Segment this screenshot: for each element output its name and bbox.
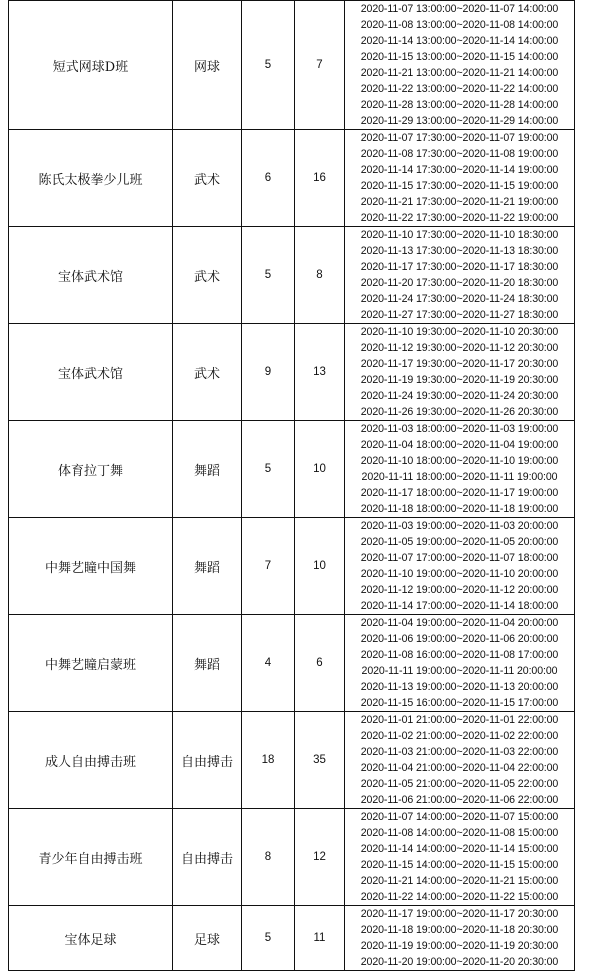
schedule-slots-cell: [345, 227, 575, 324]
count-b-cell: 6: [295, 615, 345, 712]
time-slot: 2020-11-06 19:00:00~2020-11-06 20:00:00: [360, 633, 559, 645]
time-slot: 2020-11-10 19:30:00~2020-11-10 20:30:00: [360, 326, 559, 338]
time-slot: 2020-11-08 13:00:00~2020-11-08 14:00:00: [360, 19, 559, 31]
time-slot: 2020-11-15 13:00:00~2020-11-15 14:00:00: [360, 51, 559, 63]
class-name-cell: 成人自由搏击班: [9, 712, 173, 809]
time-slot: 2020-11-21 13:00:00~2020-11-21 14:00:00: [360, 67, 559, 79]
time-slot: 2020-11-22 17:30:00~2020-11-22 19:00:00: [360, 212, 559, 224]
time-slot: 2020-11-17 18:00:00~2020-11-17 19:00:00: [360, 487, 559, 499]
time-slot: 2020-11-12 19:30:00~2020-11-12 20:30:00: [360, 342, 559, 354]
time-slot: 2020-11-21 17:30:00~2020-11-21 19:00:00: [360, 196, 559, 208]
time-slot: 2020-11-07 14:00:00~2020-11-07 15:00:00: [360, 811, 559, 823]
time-slot: 2020-11-11 19:00:00~2020-11-11 20:00:00: [361, 665, 558, 677]
time-slot: 2020-11-22 14:00:00~2020-11-22 15:00:00: [360, 891, 559, 903]
count-b-cell: 12: [295, 809, 345, 906]
table-row: [9, 518, 575, 615]
time-slot: 2020-11-15 16:00:00~2020-11-15 17:00:00: [360, 697, 559, 709]
time-slot: 2020-11-13 17:30:00~2020-11-13 18:30:00: [360, 245, 559, 257]
count-a-cell: 7: [242, 518, 295, 615]
class-name-cell: 宝体武术馆: [9, 227, 173, 324]
time-slot: 2020-11-04 19:00:00~2020-11-04 20:00:00: [360, 617, 559, 629]
time-slot: 2020-11-05 21:00:00~2020-11-05 22:00:00: [360, 778, 559, 790]
table-row: [9, 421, 575, 518]
category-cell: 自由搏击: [173, 712, 242, 809]
time-slot: 2020-11-10 17:30:00~2020-11-10 18:30:00: [360, 229, 559, 241]
time-slot: 2020-11-20 17:30:00~2020-11-20 18:30:00: [360, 277, 559, 289]
table-row: [9, 615, 575, 712]
time-slot: 2020-11-22 13:00:00~2020-11-22 14:00:00: [360, 83, 559, 95]
schedule-body: [9, 1, 575, 971]
class-name-cell: 短式网球D班: [9, 1, 173, 130]
count-b-cell: 10: [295, 518, 345, 615]
time-slot: 2020-11-05 19:00:00~2020-11-05 20:00:00: [360, 536, 559, 548]
time-slot: 2020-11-15 14:00:00~2020-11-15 15:00:00: [360, 859, 559, 871]
table-row: [9, 809, 575, 906]
time-slot: 2020-11-19 19:30:00~2020-11-19 20:30:00: [360, 374, 559, 386]
time-slot: 2020-11-06 21:00:00~2020-11-06 22:00:00: [360, 794, 559, 806]
class-name-cell: 体育拉丁舞: [9, 421, 173, 518]
class-name-cell: 中舞艺瞳启蒙班: [9, 615, 173, 712]
schedule-slots-cell: [345, 615, 575, 712]
category-cell: 网球: [173, 1, 242, 130]
category-cell: 武术: [173, 227, 242, 324]
schedule-slots-cell: [345, 1, 575, 130]
count-b-cell: 16: [295, 130, 345, 227]
table-row: [9, 227, 575, 324]
time-slot: 2020-11-24 17:30:00~2020-11-24 18:30:00: [360, 293, 559, 305]
schedule-slots-cell: [345, 518, 575, 615]
schedule-slots-cell: [345, 324, 575, 421]
time-slot: 2020-11-01 21:00:00~2020-11-01 22:00:00: [360, 714, 559, 726]
count-b-cell: 10: [295, 421, 345, 518]
schedule-slots-cell: [345, 712, 575, 809]
table-row: [9, 1, 575, 130]
time-slot: 2020-11-03 21:00:00~2020-11-03 22:00:00: [360, 746, 559, 758]
count-a-cell: 6: [242, 130, 295, 227]
count-a-cell: 5: [242, 1, 295, 130]
time-slot: 2020-11-08 17:30:00~2020-11-08 19:00:00: [360, 148, 559, 160]
count-a-cell: 9: [242, 324, 295, 421]
time-slot: 2020-11-13 19:00:00~2020-11-13 20:00:00: [360, 681, 559, 693]
count-a-cell: 5: [242, 421, 295, 518]
category-cell: 舞蹈: [173, 518, 242, 615]
time-slot: 2020-11-07 17:00:00~2020-11-07 18:00:00: [360, 552, 559, 564]
time-slot: 2020-11-20 19:00:00~2020-11-20 20:30:00: [360, 956, 559, 968]
time-slot: 2020-11-03 18:00:00~2020-11-03 19:00:00: [360, 423, 559, 435]
category-cell: 自由搏击: [173, 809, 242, 906]
time-slot: 2020-11-02 21:00:00~2020-11-02 22:00:00: [360, 730, 559, 742]
table-row: [9, 324, 575, 421]
table-row: [9, 712, 575, 809]
class-name-cell: 宝体武术馆: [9, 324, 173, 421]
time-slot: 2020-11-04 18:00:00~2020-11-04 19:00:00: [360, 439, 559, 451]
time-slot: 2020-11-27 17:30:00~2020-11-27 18:30:00: [360, 309, 559, 321]
class-name-cell: 青少年自由搏击班: [9, 809, 173, 906]
time-slot: 2020-11-18 19:00:00~2020-11-18 20:30:00: [360, 924, 559, 936]
schedule-slots-cell: [345, 421, 575, 518]
time-slot: 2020-11-17 17:30:00~2020-11-17 18:30:00: [360, 261, 559, 273]
schedule-table: [8, 0, 575, 971]
time-slot: 2020-11-14 14:00:00~2020-11-14 15:00:00: [360, 843, 559, 855]
count-a-cell: 4: [242, 615, 295, 712]
count-a-cell: 5: [242, 906, 295, 971]
time-slot: 2020-11-11 18:00:00~2020-11-11 19:00:00: [361, 471, 558, 483]
count-a-cell: 18: [242, 712, 295, 809]
time-slot: 2020-11-04 21:00:00~2020-11-04 22:00:00: [360, 762, 559, 774]
count-b-cell: 7: [295, 1, 345, 130]
time-slot: 2020-11-14 17:30:00~2020-11-14 19:00:00: [360, 164, 559, 176]
time-slot: 2020-11-18 18:00:00~2020-11-18 19:00:00: [360, 503, 559, 515]
schedule-slots-cell: [345, 130, 575, 227]
count-b-cell: 13: [295, 324, 345, 421]
category-cell: 足球: [173, 906, 242, 971]
time-slot: 2020-11-10 18:00:00~2020-11-10 19:00:00: [360, 455, 559, 467]
count-b-cell: 35: [295, 712, 345, 809]
count-b-cell: 11: [295, 906, 345, 971]
time-slot: 2020-11-12 19:00:00~2020-11-12 20:00:00: [360, 584, 559, 596]
time-slot: 2020-11-03 19:00:00~2020-11-03 20:00:00: [360, 520, 559, 532]
time-slot: 2020-11-07 17:30:00~2020-11-07 19:00:00: [360, 132, 559, 144]
count-b-cell: 8: [295, 227, 345, 324]
count-a-cell: 8: [242, 809, 295, 906]
time-slot: 2020-11-28 13:00:00~2020-11-28 14:00:00: [360, 99, 559, 111]
time-slot: 2020-11-07 13:00:00~2020-11-07 14:00:00: [360, 3, 559, 15]
class-name-cell: 中舞艺瞳中国舞: [9, 518, 173, 615]
class-name-cell: 陈氏太极拳少儿班: [9, 130, 173, 227]
category-cell: 舞蹈: [173, 421, 242, 518]
schedule-slots-cell: [345, 809, 575, 906]
time-slot: 2020-11-17 19:30:00~2020-11-17 20:30:00: [360, 358, 559, 370]
time-slot: 2020-11-15 17:30:00~2020-11-15 19:00:00: [360, 180, 559, 192]
time-slot: 2020-11-10 19:00:00~2020-11-10 20:00:00: [360, 568, 559, 580]
time-slot: 2020-11-19 19:00:00~2020-11-19 20:30:00: [360, 940, 559, 952]
time-slot: 2020-11-29 13:00:00~2020-11-29 14:00:00: [360, 115, 559, 127]
time-slot: 2020-11-17 19:00:00~2020-11-17 20:30:00: [360, 908, 559, 920]
time-slot: 2020-11-14 13:00:00~2020-11-14 14:00:00: [360, 35, 559, 47]
table-row: [9, 130, 575, 227]
category-cell: 武术: [173, 324, 242, 421]
time-slot: 2020-11-08 14:00:00~2020-11-08 15:00:00: [360, 827, 559, 839]
time-slot: 2020-11-26 19:30:00~2020-11-26 20:30:00: [360, 406, 559, 418]
time-slot: 2020-11-21 14:00:00~2020-11-21 15:00:00: [360, 875, 559, 887]
time-slot: 2020-11-08 16:00:00~2020-11-08 17:00:00: [360, 649, 559, 661]
schedule-slots-cell: [345, 906, 575, 971]
category-cell: 舞蹈: [173, 615, 242, 712]
table-row: [9, 906, 575, 971]
count-a-cell: 5: [242, 227, 295, 324]
time-slot: 2020-11-14 17:00:00~2020-11-14 18:00:00: [360, 600, 559, 612]
category-cell: 武术: [173, 130, 242, 227]
class-name-cell: 宝体足球: [9, 906, 173, 971]
time-slot: 2020-11-24 19:30:00~2020-11-24 20:30:00: [360, 390, 559, 402]
